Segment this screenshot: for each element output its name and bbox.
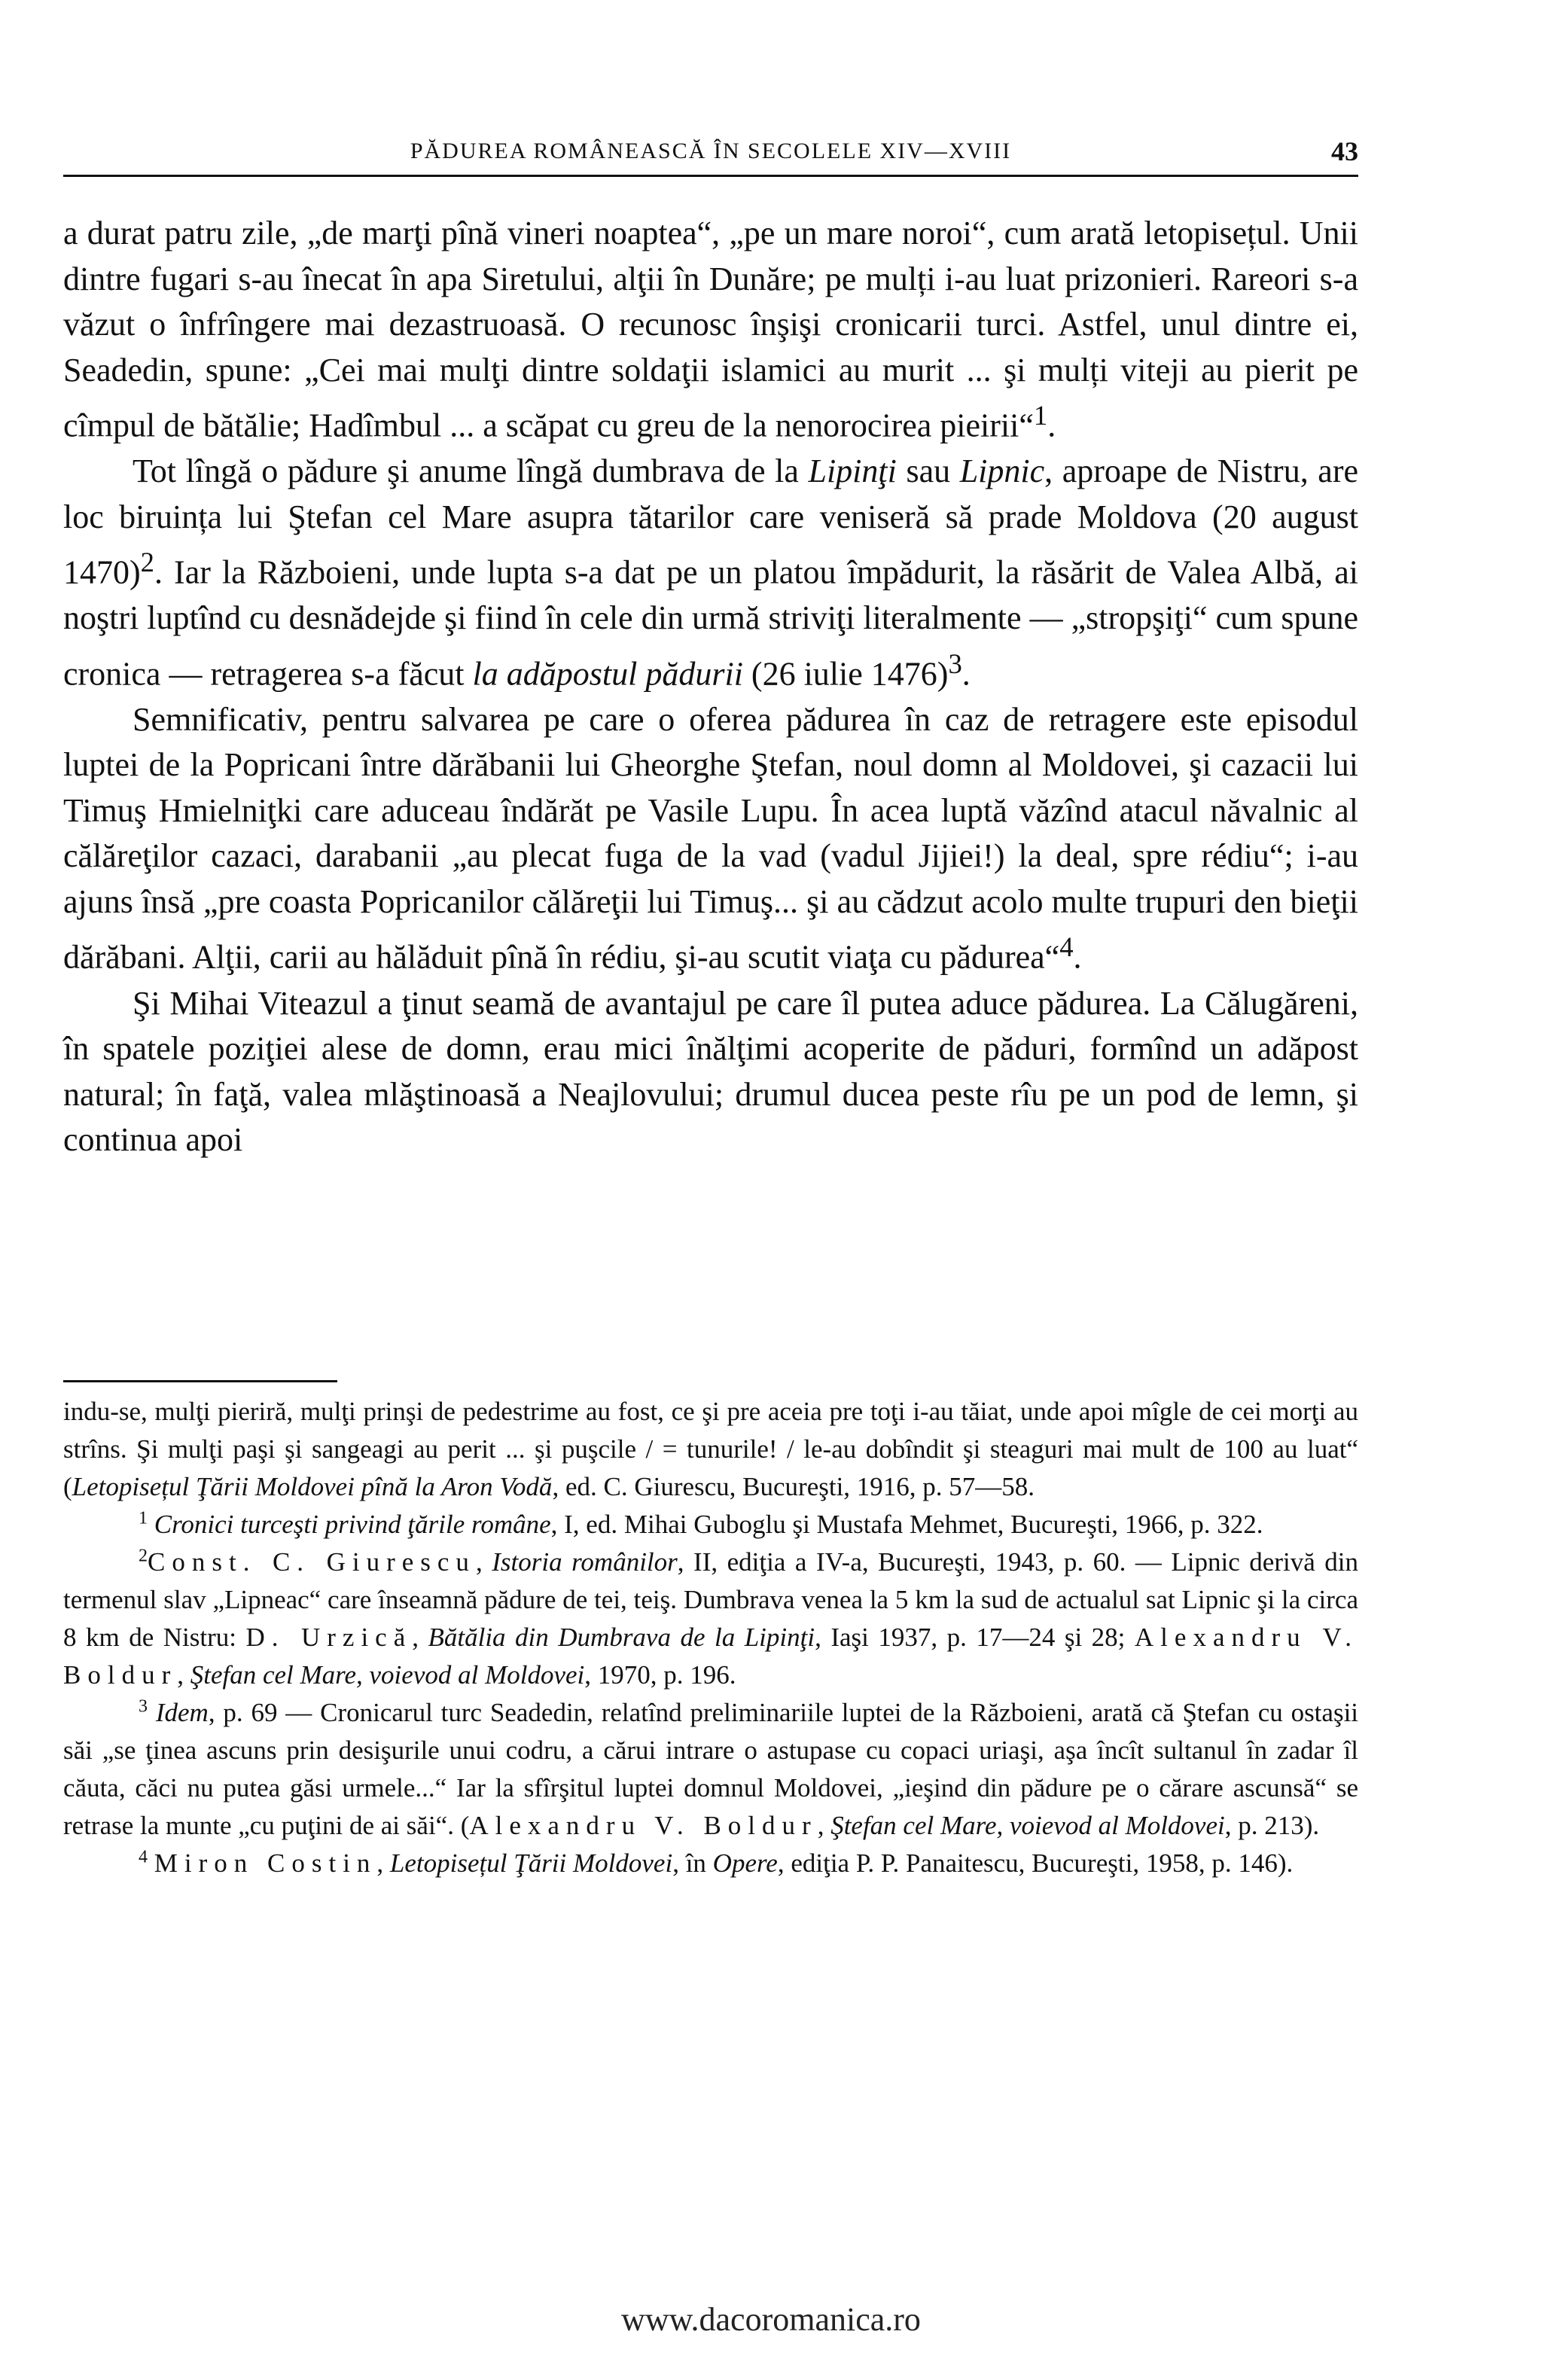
paragraph-2 — [63, 449, 1358, 697]
footnote-1-title: Cronici turceşti privind ţările române — [154, 1510, 551, 1539]
footnote-2-sep-c: , — [412, 1623, 428, 1652]
paragraph-3-text: Semnificativ, pentru salvarea pe care o oferea pădurea în caz de retragere este episodul luptei de la Popricani între dărăbanii lui Gheorghe Ştefan, noul domn al Moldovei, şi cazacii lui Timuş Hmielniţki care aduceau îndărăt pe Vasile Lupu. În acea luptă văzînd atacul năvalnic al călăreţilor cazaci, darabanii „au plecat fuga de la vad (vadul Jijiei!) la deal, spre rédiu“; i-au ajuns însă „pre coasta Popricanilor călăreţii lui Timuş... şi au cădzut acolo multe trupuri den bieţii dărăbani. Alţii, carii au hălăduit pînă în rédiu, şi-au scutit viaţa cu pădurea“ — [63, 700, 1358, 977]
footnote-2-text-d: , Iaşi 1937, p. 17—24 şi 28; — [815, 1623, 1135, 1652]
footnote-1-text: , I, ed. Mihai Guboglu şi Mustafa Mehmet, Bucureşti, 1966, p. 322. — [550, 1510, 1263, 1539]
footnote-4 — [63, 1845, 1358, 1882]
paragraph-2-text-a: Tot lîngă o pădure şi anume lîngă dumbrava de la — [133, 453, 809, 490]
footnote-1-mark: 1 — [139, 1508, 148, 1528]
main-text — [63, 211, 1358, 1163]
paragraph-3 — [63, 697, 1358, 981]
footnote-3-text-a: , p. 69 — Cronicarul turc Seadedin, relatînd preliminariile luptei de la Războieni, arată că Ştefan cu ostaşii săi „se ţinea ascuns prin desişurile unui codru, a cărui intrare o astupase cu copaci uriaşi, aşa încît sultanul în zadar îl căuta, căci nu putea găsi urmele...“ Iar la sfîrşitul luptei domnul Moldovei, „ieşind din pădure pe o cărare ascunsă“ se retrase la munte „cu puţini de ai săi“. ( — [63, 1698, 1359, 1840]
footnote-2 — [63, 1543, 1358, 1694]
paragraph-1-end: . — [1047, 407, 1056, 444]
footnote-continuation-end: , ed. C. Giurescu, Bucureşti, 1916, p. 57—58. — [552, 1472, 1035, 1501]
paragraph-1-text: a durat patru zile, „de marţi pînă vineri noaptea“, „pe un mare noroi“, cum arată letopisețul. Unii dintre fugari s-au înecat în apa Siretului, alţii în Dunăre; pe mulți i-au luat prizonieri. Rareori s-a văzut o înfrîngere mai dezastruoasă. O recunosc înşişi cronicarii turci. Astfel, unul dintre ei, Seadedin, spune: „Cei mai mulţi dintre soldaţii islamici au murit ... şi mulți viteji au pierit pe cîmpul de bătălie; Hadîmbul ... a scăpat cu greu de la nenorocirea pieirii“ — [63, 215, 1358, 444]
footnote-2-sep-a: , — [475, 1547, 492, 1577]
footnote-4-title-1: Letopisețul Ţării Moldovei — [389, 1848, 673, 1878]
footnote-2-mark: 2 — [139, 1546, 148, 1566]
site-watermark[interactable]: www.dacoromanica.ro — [621, 2301, 921, 2338]
footnote-3-author: Alexandru V. Boldur — [469, 1811, 818, 1840]
place-lipnic: Lipnic — [959, 453, 1045, 490]
footnote-4-author: Miron Costin — [154, 1848, 377, 1878]
paragraph-2-text-b: sau — [896, 453, 960, 490]
running-title: PĂDUREA ROMÂNEASCĂ ÎN SECOLELE XIV—XVIII — [410, 139, 1012, 163]
footnote-continuation — [63, 1393, 1358, 1506]
footnote-4-sep-b: , în — [672, 1848, 713, 1878]
paragraph-2-text-e: (26 iulie 1476) — [742, 655, 949, 693]
footnotes — [63, 1393, 1358, 1882]
footnote-2-end: , 1970, p. 196. — [584, 1660, 736, 1690]
note-ref-2: 2 — [140, 547, 154, 578]
paragraph-4-text: Şi Mihai Viteazul a ţinut seamă de avantajul pe care îl putea aduce pădurea. La Călugăreni, în spatele poziţiei alese de domn, erau mici înălţimi acoperite de păduri, formînd un adăpost natural; în faţă, valea mlăştinoasă a Neajlovului; drumul ducea peste rîu pe un pod de lemn, şi continua apoi — [63, 984, 1358, 1159]
footnote-4-title-2: Opere — [712, 1848, 778, 1878]
footnote-4-end: , ediţia P. P. Panaitescu, Bucureşti, 1958, p. 146). — [777, 1848, 1294, 1878]
footnote-separator — [63, 1380, 337, 1382]
footnote-2-title-3: Ştefan cel Mare, voievod al Moldovei — [190, 1660, 585, 1690]
place-lipinti: Lipinţi — [808, 453, 897, 490]
footnote-3-title: Ştefan cel Mare, voievod al Moldovei — [830, 1811, 1225, 1840]
paragraph-3-end: . — [1073, 939, 1082, 977]
footnote-2-text-b: , II, ediţia a IV-a, Bucureşti, 1943, p. 60. — Lipnic derivă din termenul slav „Lipneac“ care înseamnă pădure de tei, teiş. Dumbrava venea la 5 km la sud de actualul sat Lipnic şi la circa 8 km de Nistru: — [63, 1547, 1359, 1652]
footnote-3-end: , p. 213). — [1224, 1811, 1320, 1840]
footnote-2-title-1: Istoria românilor — [492, 1547, 678, 1577]
footnote-3-mark: 3 — [139, 1696, 148, 1717]
footnote-2-author-3: Alexandru V. Boldur — [63, 1623, 1359, 1690]
footnote-2-sep-e: , — [177, 1660, 190, 1690]
note-ref-3: 3 — [948, 648, 962, 679]
paragraph-4 — [63, 981, 1358, 1163]
footnote-4-mark: 4 — [139, 1847, 148, 1867]
footnote-3-sep: , — [817, 1811, 831, 1840]
phrase-adapostul-padurii: la adăpostul pădurii — [472, 655, 743, 693]
footnote-continuation-text: indu-se, mulţi pieriră, mulţi prinşi de pedestrime au fost, ce şi pre aceia pre toţi i-au tăiat, unde apoi mîgle de cei morţi au strîns. Şi mulţi paşi şi sangeagi au perit ... şi puşcile / = tunurile! / le-au dobîndit şi steaguri mai mult de 100 au luat“ ( — [63, 1397, 1358, 1501]
footnote-3-idem: Idem — [155, 1698, 209, 1727]
footnote-3 — [63, 1694, 1358, 1845]
note-ref-1: 1 — [1033, 400, 1048, 431]
paragraph-2-text-d: . Iar la Războieni, unde lupta s-a dat pe un platou împădurit, la răsărit de Valea Albă, ai noştri luptînd cu desnădejde şi fiind în cele din urmă striviţi literalmente — „stropşiţi“ cum spune cronica — retragerea s-a făcut — [63, 553, 1358, 693]
footnote-continuation-title: Letopisețul Ţării Moldovei pînă la Aron Vodă — [72, 1472, 553, 1501]
page-header — [63, 130, 1358, 177]
page-number: 43 — [1331, 136, 1358, 166]
footnote-2-author-1: Const. C. Giurescu — [148, 1547, 476, 1577]
footnote-2-author-2: D. Urzică — [245, 1623, 413, 1652]
footnote-1 — [63, 1506, 1358, 1543]
paragraph-2-text-c: , aproape de Nistru, are loc biruința lui Ştefan cel Mare asupra tătarilor care veniseră să prade Moldova (20 august 1470) — [63, 453, 1359, 591]
note-ref-4: 4 — [1059, 931, 1074, 963]
footnote-4-sep-a: , — [376, 1848, 390, 1878]
paragraph-2-end: . — [961, 655, 971, 693]
footnote-2-title-2: Bătălia din Dumbrava de la Lipinţi — [428, 1623, 815, 1652]
paragraph-1 — [63, 211, 1358, 449]
